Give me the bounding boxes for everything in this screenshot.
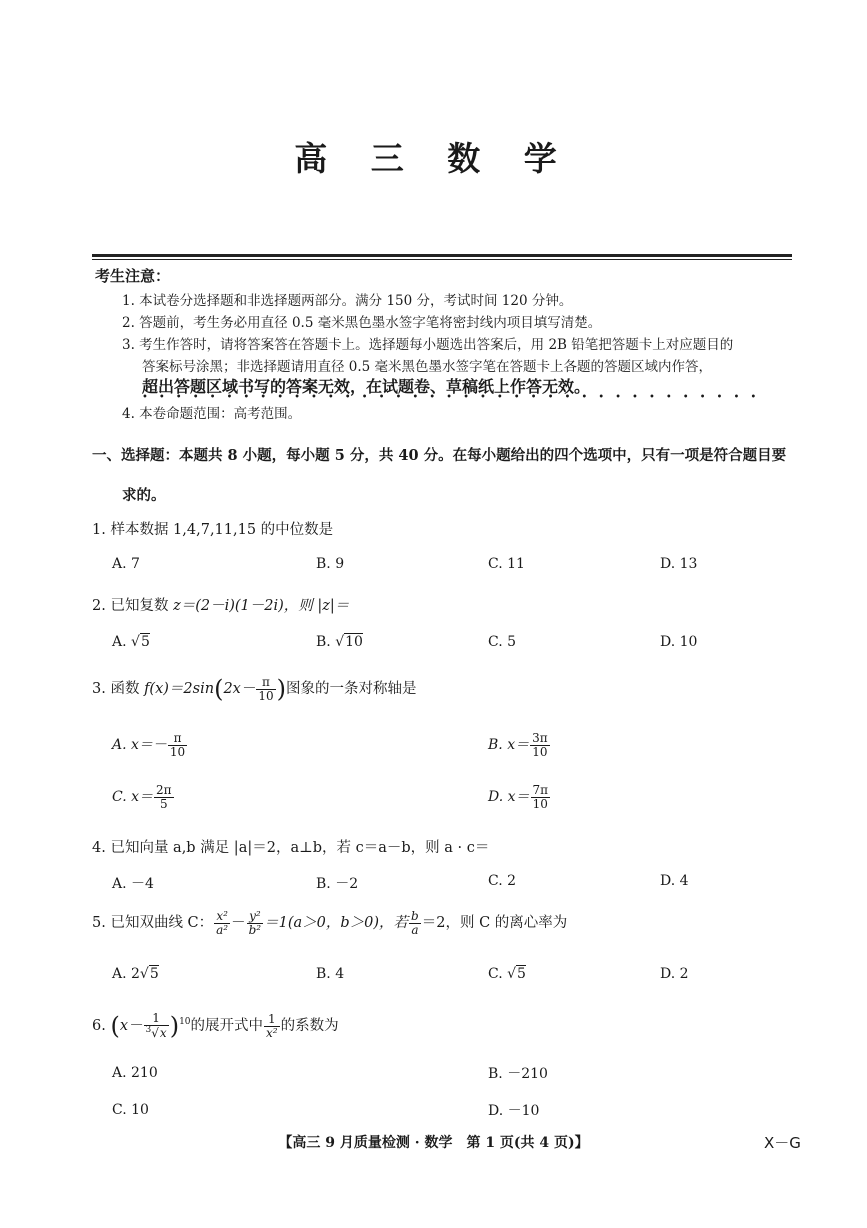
- q1-option-a: A. 7: [112, 556, 140, 572]
- header-rule-thin: [92, 259, 792, 260]
- q2-option-d: D. 10: [660, 634, 698, 650]
- q2-option-b: B. √10: [316, 634, 363, 650]
- q2-a-label: A.: [112, 634, 132, 650]
- q3-stem-text: 3. 函数: [92, 681, 145, 697]
- page-footer: 【高三 9 月质量检测 · 数学 第 1 页(共 4 页)】: [278, 1135, 589, 1151]
- q5-option-a: A. 2√5: [112, 966, 159, 982]
- q6-option-c: C. 10: [112, 1102, 149, 1118]
- q3-frac: $\frac{\pi}{10}$: [258, 674, 274, 703]
- q5-frac-x: $\frac{\text{x²}}{\text{a²}}$: [216, 909, 229, 937]
- q4-option-a: A. －4: [112, 876, 154, 892]
- q6-option-b: B. －210: [488, 1066, 548, 1082]
- page-title: 高 三 数 学: [294, 139, 573, 178]
- section-heading-cont: 求的。: [122, 487, 166, 504]
- q6-term: x－: [119, 1018, 143, 1034]
- note-3-emphasis: 超出答题区域书写的答案无效，在试题卷、草稿纸上作答无效。: [142, 377, 591, 396]
- q4-option-b: B. －2: [316, 876, 359, 892]
- q6-option-a: A. 210: [112, 1065, 158, 1081]
- q5-frac-ba: $\frac{b}{a}$: [411, 909, 419, 937]
- q6-exponent: 10: [179, 1017, 191, 1028]
- note-3-cont: 答案标号涂黑；非选择题请用直径 0.5 毫米黑色墨水签字笔在答题卡上各题的答题区域内作答，: [142, 359, 713, 375]
- q2-stem-text: 2. 已知复数: [92, 598, 174, 614]
- q1-option-d: D. 13: [660, 556, 698, 572]
- q5-stem-text: 5. 已知双曲线 C：: [92, 915, 214, 932]
- q4-option-c: C. 2: [488, 873, 517, 889]
- question-6-stem: 6. (x－ $\frac{1}{^3√x}$ )$^{10}$的展开式中 $\frac{1}{\text{x²}}$ 的系数为: [92, 1011, 339, 1040]
- q3-option-b: B. x＝ $\frac{3\pi}{10}$: [488, 731, 548, 759]
- q2-stem-math: z＝(2－i)(1－2i)，则 |z|＝: [173, 598, 350, 614]
- q3-option-d: D. x＝ $\frac{7\pi}{10}$: [488, 783, 549, 811]
- q5-option-d: D. 2: [660, 966, 689, 982]
- q2-option-c: C. 5: [488, 634, 517, 650]
- question-4-stem: 4. 已知向量 a,b 满足 |a|＝2，a⊥b，若 c＝a－b，则 a · c＝: [92, 840, 490, 856]
- question-1-stem: 1. 样本数据 1,4,7,11,15 的中位数是: [92, 522, 334, 538]
- note-2: 2. 答题前，考生务必用直径 0.5 毫米黑色墨水签字笔将密封线内项目填写清楚。: [122, 315, 602, 331]
- q2-option-a: A. √5: [112, 634, 150, 650]
- q6-frac-root: $\frac{1}{^3√x}$: [145, 1011, 167, 1040]
- emphasis-dots: •••••••••••••••••••••••••••••••••••••: [142, 392, 768, 403]
- question-5-stem: 5. 已知双曲线 C： $\frac{\text{x²}}{\text{a²}}$ － $\frac{\text{y²}}{\text{b²}}$ ＝1(a＞0，b＞0)，若 $\frac{b}{a}$ ＝2，则 C 的离心率为: [92, 909, 568, 937]
- q6-option-d: D. －10: [488, 1103, 540, 1119]
- q2-b-value: 10: [345, 634, 363, 650]
- note-3: 3. 考生作答时，请将答案答在答题卡上。选择题每小题选出答案后，用 2B 铅笔把答题卡上对应题目的: [122, 337, 734, 353]
- note-1: 1. 本试卷分选择题和非选择题两部分。满分 150 分，考试时间 120 分钟。: [122, 293, 573, 309]
- q6-frac-x2: $\frac{1}{\text{x²}}$: [266, 1011, 278, 1040]
- section-heading: 一、选择题：本题共 8 小题，每小题 5 分，共 40 分。在每小题给出的四个选项中，只有一项是符合题目要: [92, 447, 787, 464]
- q1-option-c: C. 11: [488, 556, 525, 572]
- q5-option-c: C. √5: [488, 966, 526, 982]
- question-3-stem: 3. 函数 f(x)＝2sin(2x－ $\frac{\pi}{10}$ )图象的一条对称轴是: [92, 674, 417, 703]
- note-4: 4. 本卷命题范围：高考范围。: [122, 406, 302, 422]
- q6-number: 6.: [92, 1018, 111, 1034]
- q3-stem-post: 图象的一条对称轴是: [286, 681, 417, 697]
- q6-stem-post: 的系数为: [280, 1018, 339, 1034]
- q3-arg: 2x－: [223, 681, 256, 697]
- q2-b-label: B.: [316, 634, 336, 650]
- q3-option-c: C. x＝ $\frac{2\pi}{5}$: [112, 783, 172, 811]
- question-2-stem: [92, 594, 349, 615]
- notes-heading: 考生注意：: [95, 267, 171, 285]
- q4-option-d: D. 4: [660, 873, 689, 889]
- q5-frac-y: $\frac{\text{y²}}{\text{b²}}$: [248, 909, 262, 937]
- q5-eq: ＝1(a＞0，b＞0)，若: [264, 915, 409, 932]
- q5-stem-post: ＝2，则 C 的离心率为: [421, 915, 568, 932]
- q3-option-a: A. x＝－ $\frac{\pi}{10}$: [112, 731, 186, 759]
- q2-a-value: 5: [140, 634, 150, 650]
- q6-mid: 的展开式中: [190, 1018, 264, 1034]
- q5-option-b: B. 4: [316, 966, 345, 982]
- paper-code: X－G: [764, 1134, 801, 1152]
- q3-function: f(x)＝2sin: [144, 681, 215, 697]
- q1-option-b: B. 9: [316, 556, 345, 572]
- header-rule-thick: [92, 254, 792, 257]
